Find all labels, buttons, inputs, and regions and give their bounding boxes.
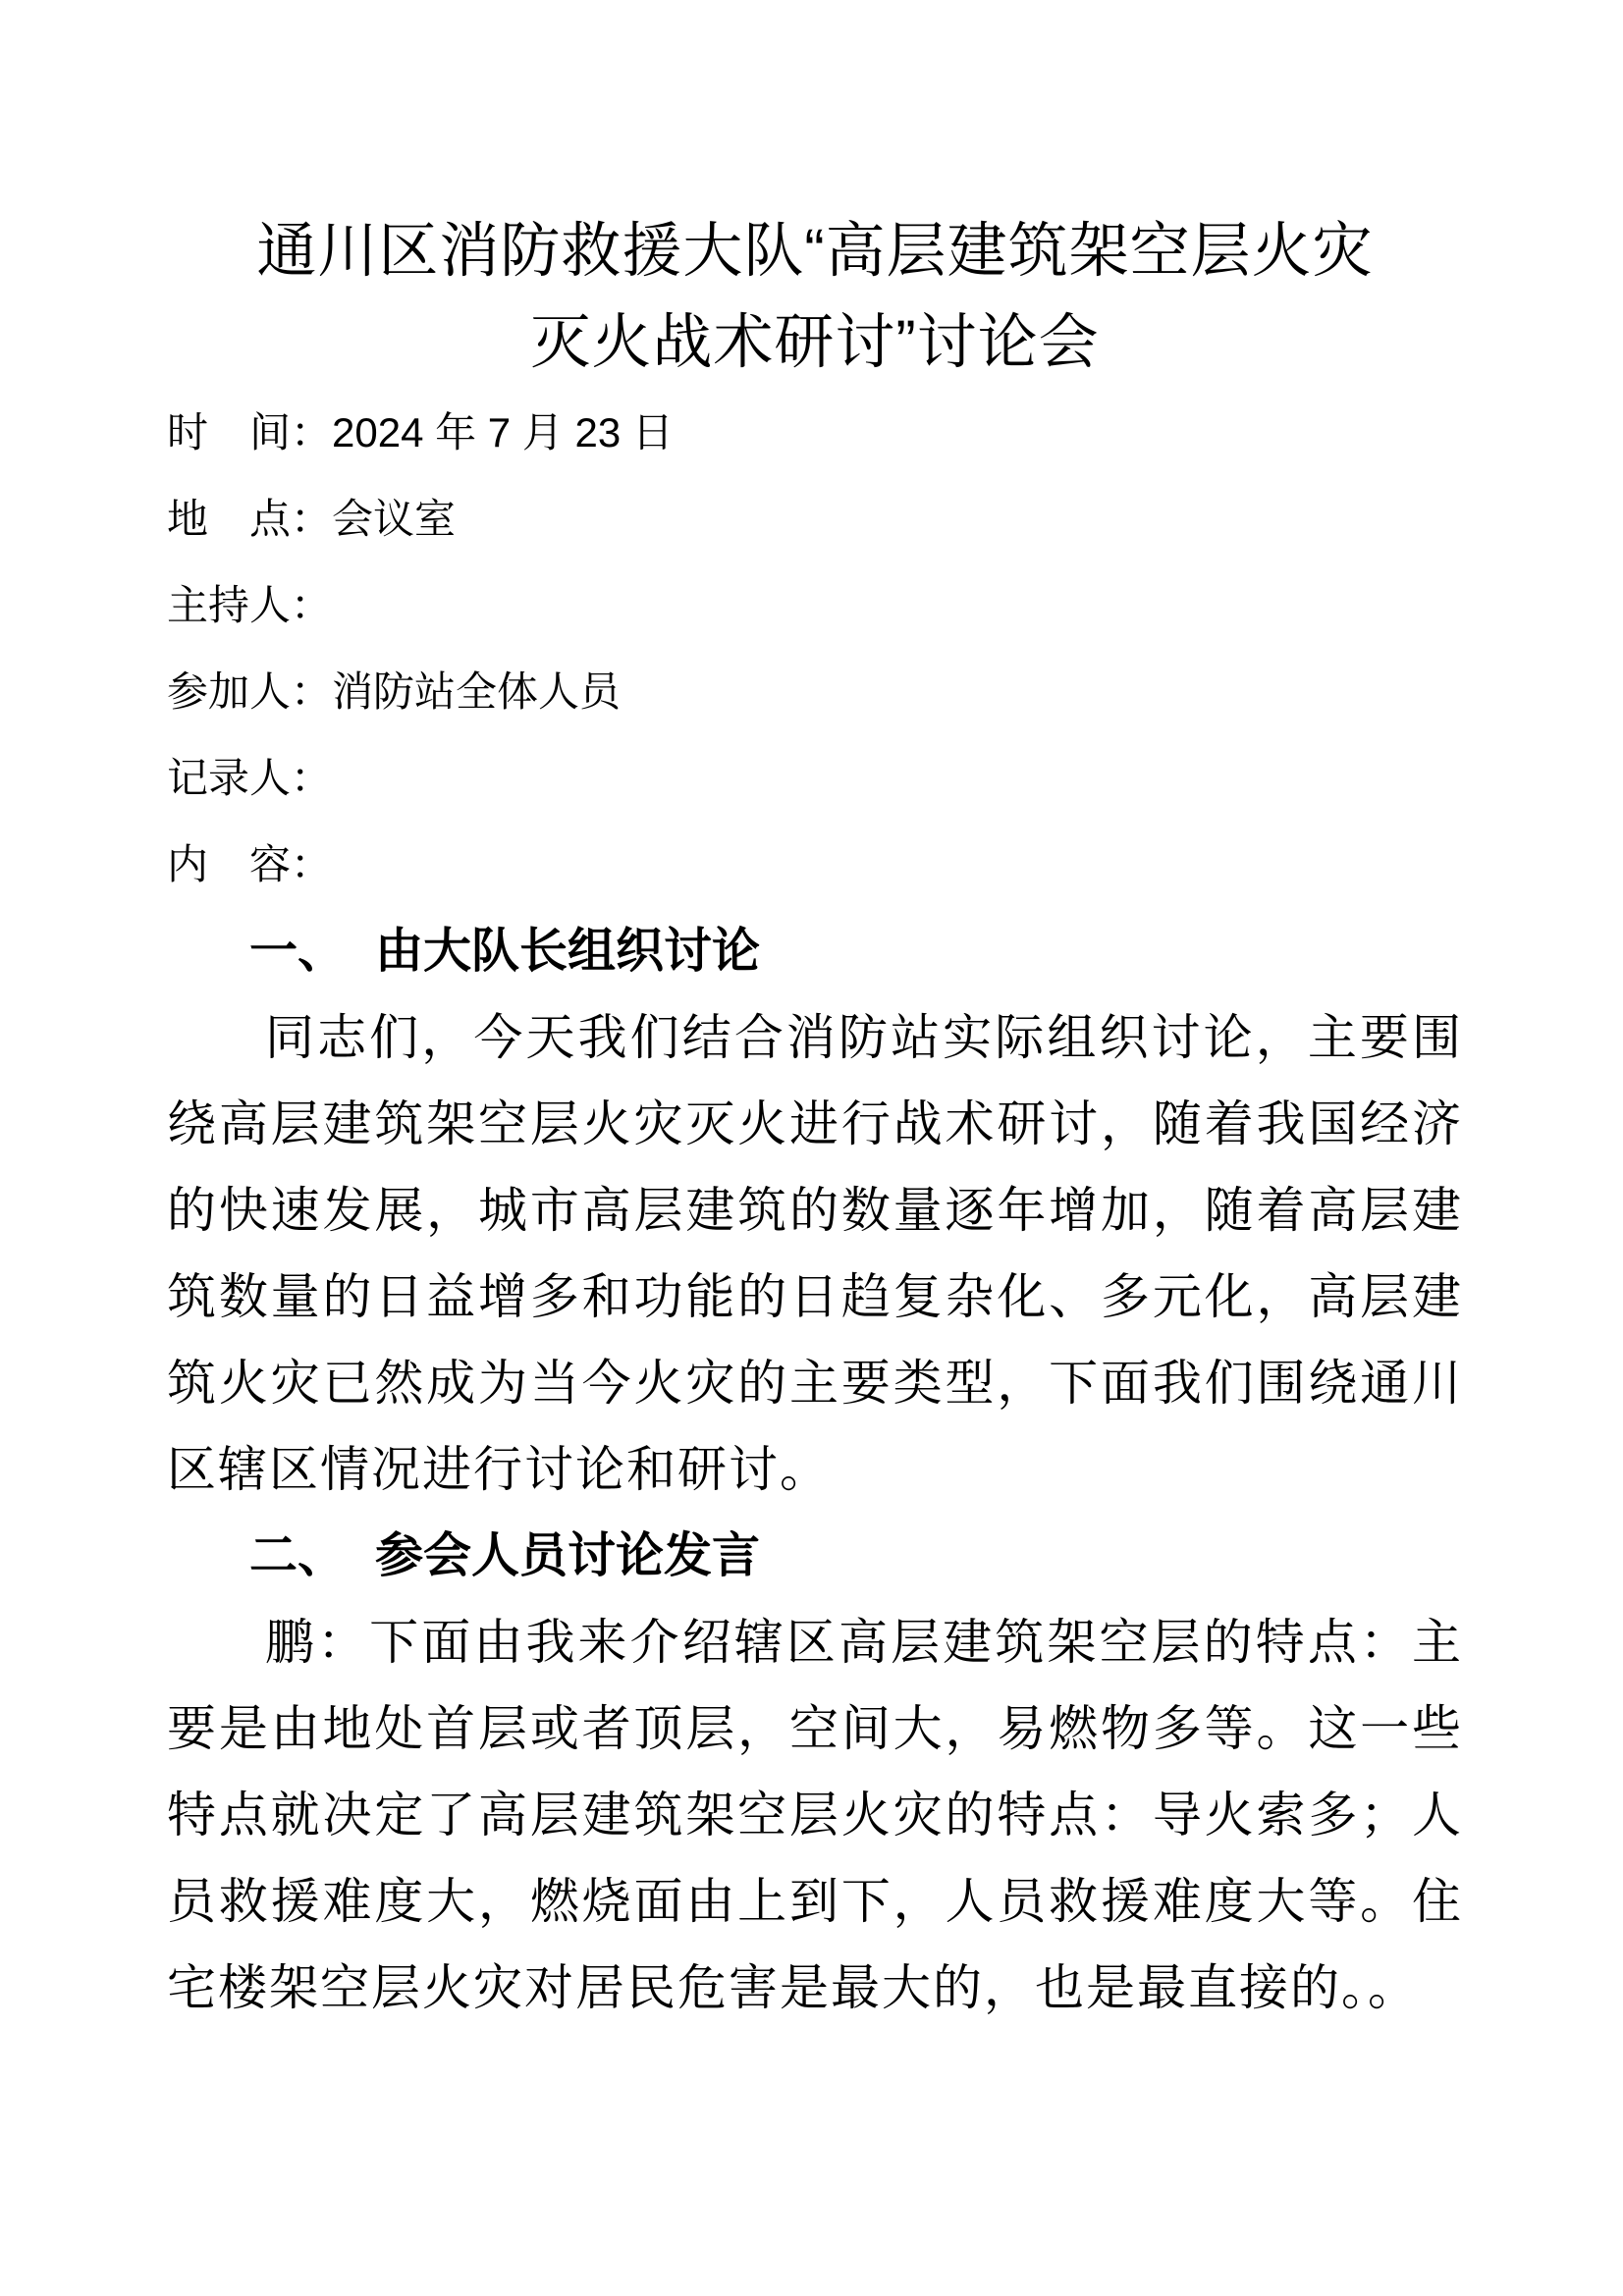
meta-recorder-separator: ： <box>291 755 333 801</box>
meta-content-label: 内 容 <box>167 841 292 887</box>
meta-place-separator: ： <box>291 496 333 542</box>
meta-block <box>167 390 1463 908</box>
section-2-paragraph: 鹏：下面由我来介绍辖区高层建筑架空层的特点：主要是由地处首层或者顶层，空间大，易燃物多等。这一些特点就决定了高层建筑架空层火灾的特点：导火索多；人员救援难度大，燃烧面由上到下，人员救援难度大等。住宅楼架空层火灾对居民危害是最大的，也是最直接的。。 <box>167 1615 1463 2015</box>
meta-content <box>167 822 1463 908</box>
title-line-1: 通川区消防救援大队“高层建筑架空层火灾 <box>256 217 1374 284</box>
meta-host-separator: ： <box>291 582 333 628</box>
section-2-heading-text: 参会人员讨论发言 <box>375 1529 761 1582</box>
meta-host <box>167 562 1463 649</box>
meta-place <box>167 476 1463 562</box>
section-1-number: 一、 <box>249 925 347 978</box>
meta-attendees-value: 消防站全体人员 <box>332 668 622 715</box>
meta-time-separator: ： <box>291 409 333 455</box>
document-title <box>167 205 1463 388</box>
meta-content-separator: ： <box>291 841 333 887</box>
meta-attendees-separator: ： <box>291 668 333 715</box>
meta-attendees-label: 参加人 <box>167 668 292 715</box>
section-2-number: 二、 <box>249 1529 347 1582</box>
meta-time-value: 2024 年 7 月 23 日 <box>332 409 674 455</box>
section-1-heading-text: 由大队长组织讨论 <box>375 925 761 978</box>
meta-host-label: 主持人 <box>167 582 292 628</box>
meta-recorder <box>167 735 1463 822</box>
section-1 <box>167 908 1463 1513</box>
meta-time <box>167 390 1463 476</box>
section-2-heading <box>167 1513 1463 1599</box>
section-2 <box>167 1513 1463 2031</box>
title-line-2: 灭火战术研讨”讨论会 <box>530 308 1100 375</box>
meta-place-label: 地 点 <box>167 496 292 542</box>
meta-time-label: 时 间 <box>167 409 292 455</box>
section-1-paragraph: 同志们，今天我们结合消防站实际组织讨论，主要围绕高层建筑架空层火灾灭火进行战术研讨，随着我国经济的快速发展，城市高层建筑的数量逐年增加，随着高层建筑数量的日益增多和功能的日趋复杂化、多元化，高层建筑火灾已然成为当今火灾的主要类型，下面我们围绕通川区辖区情况进行讨论和研讨。 <box>167 1010 1463 1497</box>
section-1-heading <box>167 908 1463 994</box>
meta-attendees <box>167 649 1463 735</box>
meta-place-value: 会议室 <box>332 496 457 542</box>
meta-recorder-label: 记录人 <box>167 755 292 801</box>
